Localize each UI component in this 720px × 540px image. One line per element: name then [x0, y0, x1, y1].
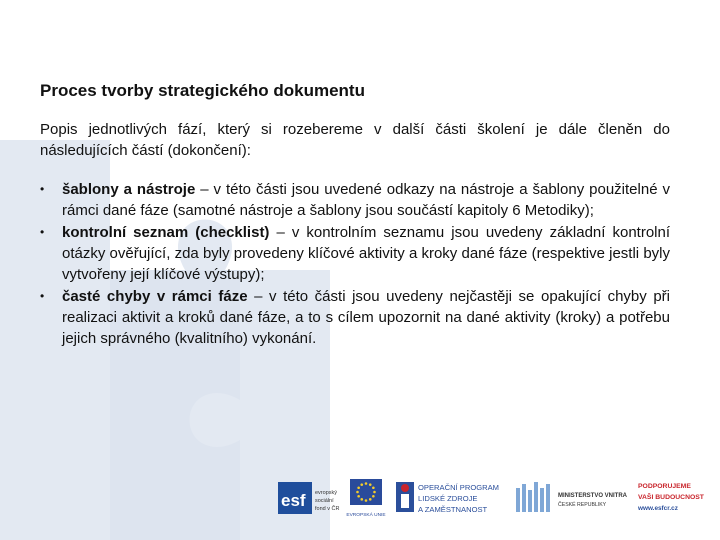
esf-line: sociální	[315, 498, 334, 504]
op-line: OPERAČNÍ PROGRAM	[418, 483, 500, 492]
bullet-item	[40, 222, 670, 285]
eu-star-icon	[365, 499, 368, 502]
bullet-list	[40, 179, 670, 349]
bullet-term: šablony a nástroje	[62, 181, 196, 198]
eu-star-icon	[357, 486, 360, 489]
bullet-text: – v kontrolním seznamu jsou uvedeny základní kontrolní otázky ověřující, zda byly provedeny klíčové aktivity a kroky dané fáze (respektive jestli byly vytvořeny její klíčové výstupy);	[62, 224, 671, 283]
eu-star-icon	[372, 486, 375, 489]
esf-mark: esf	[281, 491, 306, 510]
bullet-item	[40, 286, 670, 349]
esf-line: fond v ČR	[315, 506, 340, 512]
op-line: LIDSKÉ ZDROJE	[418, 494, 478, 503]
eu-star-icon	[373, 491, 376, 494]
eu-caption: EVROPSKÁ UNIE	[346, 513, 386, 518]
op-line: A ZAMĚSTNANOST	[418, 505, 488, 514]
eu-star-icon	[356, 491, 359, 494]
esf-logo	[278, 476, 340, 522]
bullet-icon: •	[40, 289, 45, 303]
slogan-line: VAŠI BUDOUCNOST	[638, 494, 704, 501]
slogan-logo	[636, 476, 718, 522]
eu-star-icon	[357, 495, 360, 498]
esf-line: evropský	[315, 490, 338, 496]
eu-star-icon	[369, 498, 372, 501]
bullet-text: – v této části jsou uvedené odkazy na nástroje a šablony použitelné v rámci dané fáze (samotné nástroje a šablony jsou součástí kapitoly 6 Metodiky);	[62, 181, 670, 219]
slogan-url: www.esfcr.cz	[638, 505, 678, 512]
eu-star-icon	[369, 483, 372, 486]
op-logo	[394, 476, 506, 522]
eu-star-icon	[360, 498, 363, 501]
bullet-item	[40, 179, 670, 221]
bullet-term: kontrolní seznam (checklist)	[62, 224, 270, 241]
intro-paragraph: Popis jednotlivých fází, který si rozebereme v další části školení je dále členěn do následujících částí (dokončení):	[40, 121, 670, 159]
slide-content	[40, 81, 670, 350]
eu-star-icon	[360, 483, 363, 486]
bullet-icon: •	[40, 225, 45, 239]
slide-title: Proces tvorby strategického dokumentu	[40, 81, 365, 100]
eu-star-icon	[365, 482, 368, 485]
bullet-term: časté chyby v rámci fáze	[62, 288, 248, 305]
mv-line: MINISTERSTVO VNITRA	[558, 493, 628, 499]
eu-star-icon	[372, 495, 375, 498]
mv-logo	[514, 476, 632, 522]
footer-logos	[278, 476, 718, 522]
bullet-icon: •	[40, 182, 45, 196]
mv-line: ČESKÉ REPUBLIKY	[558, 502, 607, 508]
bullet-text: – v této části jsou uvedeny nejčastěji se opakující chyby při realizaci aktivit a kroků dané fáze, a to s cílem upozornit na dané aktivity (kroky) a potřebu jejich správného (kvalitního) vykonání.	[62, 288, 671, 347]
eu-flag-logo	[346, 476, 386, 522]
slogan-line: PODPORUJEME	[638, 483, 691, 490]
